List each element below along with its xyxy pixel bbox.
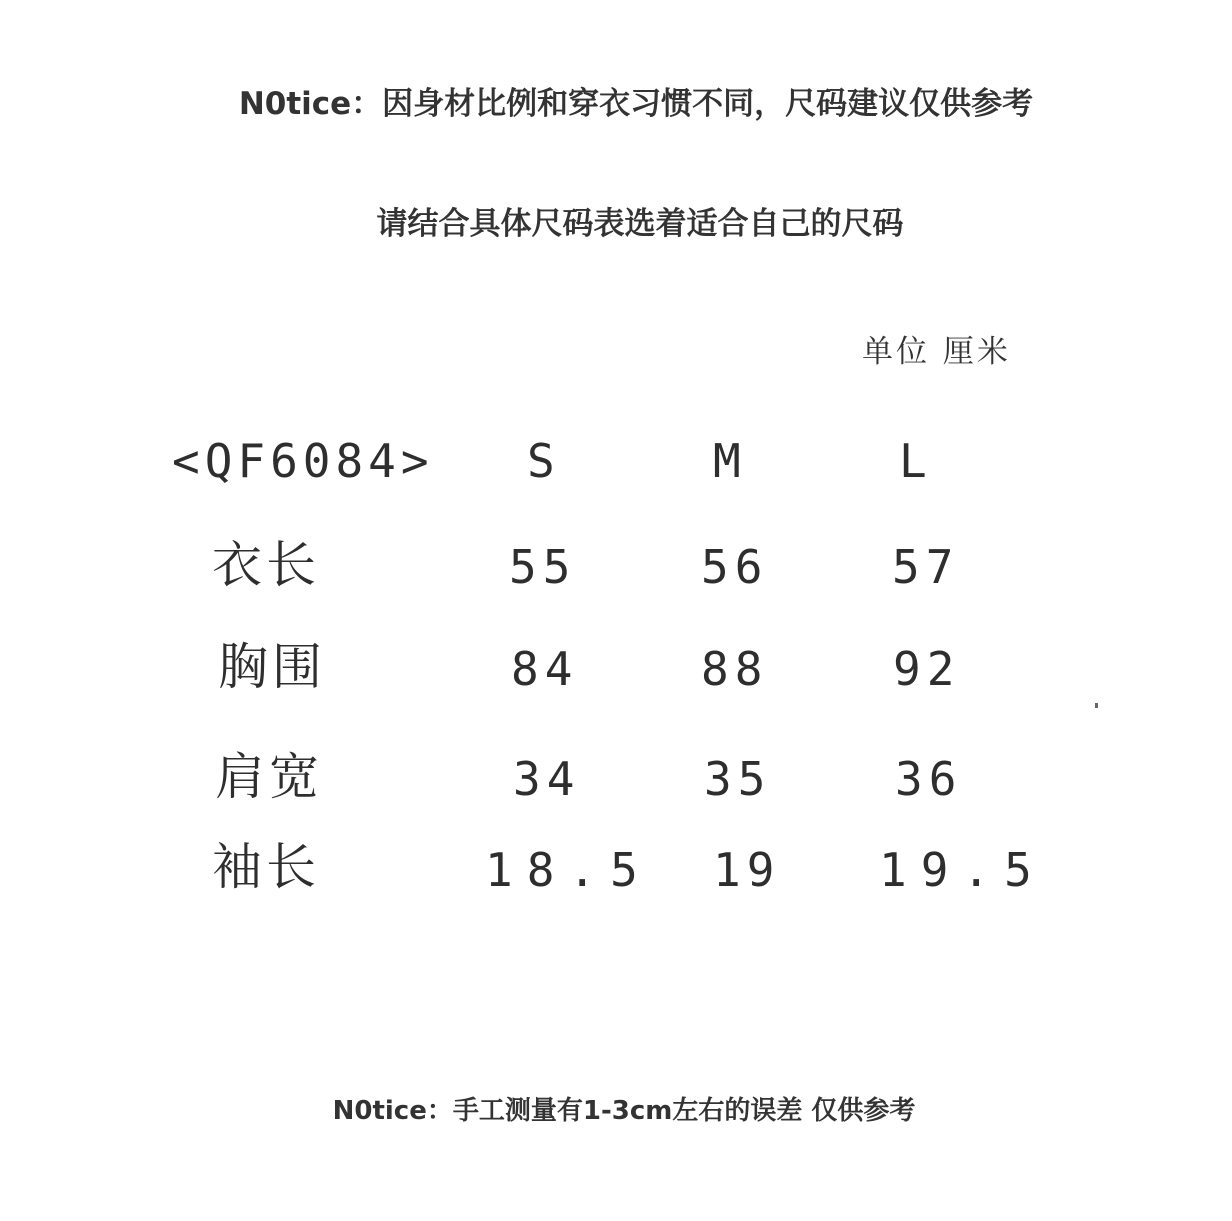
row-label-length: 衣长 <box>212 536 320 594</box>
size-header-l: L <box>899 434 933 488</box>
table-cell: 84 <box>511 642 579 696</box>
table-cell: 92 <box>893 642 961 696</box>
stray-mark <box>1095 703 1098 708</box>
table-cell: 56 <box>701 540 769 594</box>
table-cell: 19 <box>713 843 781 897</box>
table-cell: 18.5 <box>485 843 652 897</box>
table-cell: 88 <box>701 642 769 696</box>
table-cell: 35 <box>704 752 772 806</box>
table-cell: 34 <box>513 752 581 806</box>
table-cell: 19.5 <box>879 843 1046 897</box>
model-code: <QF6084> <box>172 434 434 488</box>
table-cell: 57 <box>892 540 960 594</box>
table-cell: 55 <box>509 540 577 594</box>
notice-top: N0tice：因身材比例和穿衣习惯不同，尺码建议仅供参考 <box>238 86 1034 122</box>
table-cell: 36 <box>895 752 963 806</box>
notice-subtitle: 请结合具体尺码表选着适合自己的尺码 <box>376 206 904 242</box>
row-label-shoulder: 肩宽 <box>215 748 323 806</box>
size-header-s: S <box>527 434 561 488</box>
row-label-chest: 胸围 <box>218 638 326 696</box>
notice-bottom: N0tice：手工测量有1-3cm左右的误差 仅供参考 <box>332 1096 916 1126</box>
unit-label: 单位 厘米 <box>862 334 1011 370</box>
row-label-sleeve: 袖长 <box>212 838 320 896</box>
size-header-m: M <box>713 434 747 488</box>
